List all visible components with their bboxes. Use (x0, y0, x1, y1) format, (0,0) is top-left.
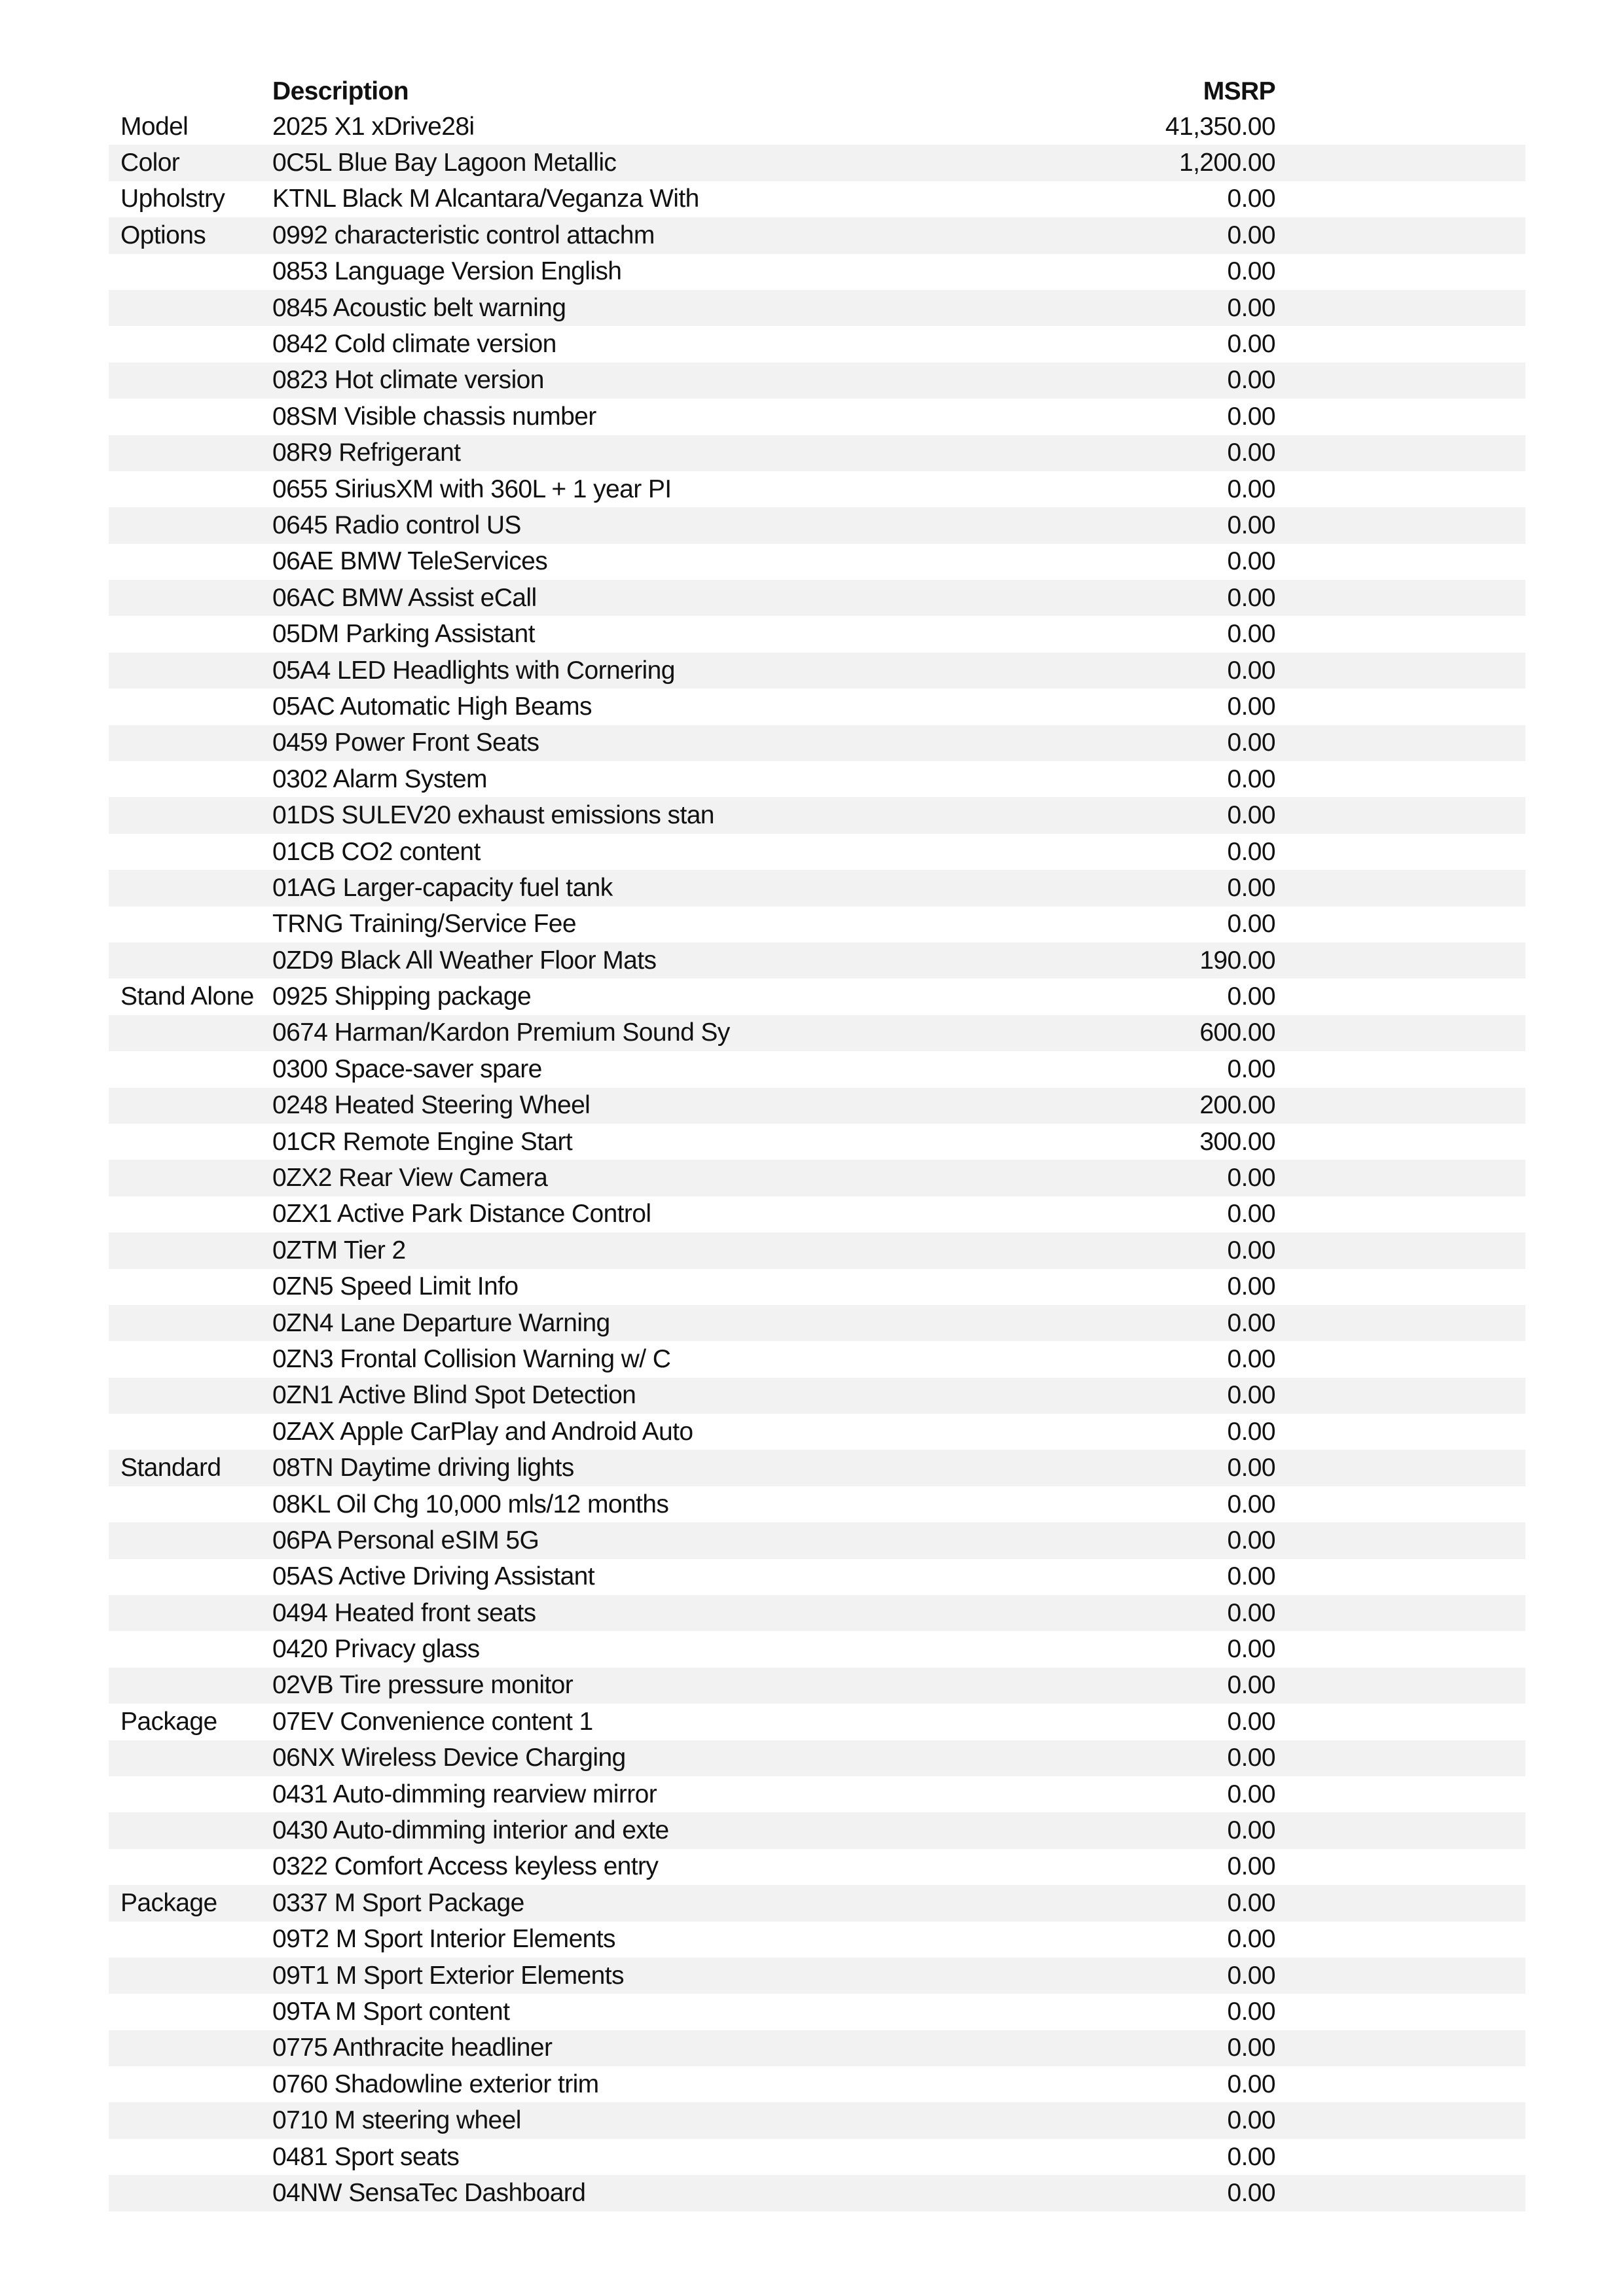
table-row (109, 1559, 1525, 1595)
table-row (109, 435, 1525, 471)
table-row (109, 290, 1525, 326)
header-msrp: MSRP (1203, 77, 1275, 105)
msrp-cell: 0.00 (1227, 185, 1275, 213)
category-cell: Package (120, 1888, 217, 1917)
msrp-cell: 0.00 (1227, 1490, 1275, 1518)
msrp-cell: 0.00 (1227, 1598, 1275, 1627)
description-cell: 09T1 M Sport Exterior Elements (272, 1961, 624, 1990)
table-row (109, 326, 1525, 362)
table-row (109, 1922, 1525, 1958)
msrp-cell: 200.00 (1199, 1091, 1275, 1120)
msrp-cell: 0.00 (1227, 1200, 1275, 1229)
description-cell: 0775 Anthracite headliner (272, 2034, 553, 2062)
table-row (109, 1958, 1525, 1994)
table-row (109, 1378, 1525, 1414)
msrp-cell: 0.00 (1227, 402, 1275, 431)
msrp-cell: 0.00 (1227, 1925, 1275, 1954)
table-row (109, 1124, 1525, 1160)
table-row (109, 2139, 1525, 2175)
description-cell: 04NW SensaTec Dashboard (272, 2178, 586, 2207)
description-cell: 06NX Wireless Device Charging (272, 1744, 626, 1772)
table-row (109, 1812, 1525, 1848)
category-cell: Package (120, 1707, 217, 1736)
description-cell: 0ZN3 Frontal Collision Warning w/ C (272, 1344, 671, 1373)
table-row (109, 1994, 1525, 2030)
description-cell: 01CR Remote Engine Start (272, 1127, 573, 1156)
msrp-cell: 0.00 (1227, 1852, 1275, 1881)
table-row (109, 689, 1525, 725)
msrp-cell: 0.00 (1227, 692, 1275, 721)
description-cell: 0ZAX Apple CarPlay and Android Auto (272, 1417, 693, 1446)
msrp-cell: 0.00 (1227, 1526, 1275, 1554)
msrp-cell: 0.00 (1227, 1417, 1275, 1446)
description-cell: 0ZN5 Speed Limit Info (272, 1272, 519, 1301)
table-row (109, 1450, 1525, 1486)
table-row (109, 2102, 1525, 2138)
description-cell: 0300 Space-saver spare (272, 1054, 542, 1083)
description-cell: 05AS Active Driving Assistant (272, 1562, 594, 1591)
msrp-cell: 0.00 (1227, 293, 1275, 322)
options-price-table (109, 75, 1525, 2212)
category-cell: Color (120, 149, 180, 177)
table-row (109, 1305, 1525, 1341)
table-row (109, 1051, 1525, 1087)
table-row (109, 616, 1525, 652)
table-body (109, 109, 1525, 2212)
description-cell: 02VB Tire pressure monitor (272, 1671, 574, 1700)
description-cell: 0430 Auto-dimming interior and exte (272, 1816, 669, 1845)
table-row (109, 761, 1525, 797)
msrp-cell: 0.00 (1227, 1780, 1275, 1808)
category-cell: Model (120, 112, 189, 141)
category-cell: Stand Alone (120, 982, 254, 1011)
description-cell: 0674 Harman/Kardon Premium Sound Sy (272, 1018, 730, 1047)
table-row (109, 942, 1525, 978)
table-row (109, 653, 1525, 689)
table-row (109, 1414, 1525, 1450)
table-row (109, 978, 1525, 1014)
description-cell: 0655 SiriusXM with 360L + 1 year PI (272, 475, 672, 503)
table-row (109, 1595, 1525, 1631)
description-cell: 01DS SULEV20 exhaust emissions stan (272, 801, 714, 830)
msrp-cell: 0.00 (1227, 221, 1275, 249)
table-row (109, 870, 1525, 906)
description-cell: 05DM Parking Assistant (272, 620, 535, 649)
msrp-cell: 0.00 (1227, 728, 1275, 757)
description-cell: TRNG Training/Service Fee (272, 910, 576, 939)
table-row (109, 399, 1525, 435)
table-row (109, 1522, 1525, 1558)
table-row (109, 1160, 1525, 1196)
description-cell: 0853 Language Version English (272, 257, 622, 286)
msrp-cell: 0.00 (1227, 1308, 1275, 1337)
table-row (109, 254, 1525, 290)
msrp-cell: 0.00 (1227, 1381, 1275, 1410)
msrp-cell: 0.00 (1227, 475, 1275, 503)
description-cell: 0ZTM Tier 2 (272, 1236, 406, 1265)
msrp-cell: 0.00 (1227, 1888, 1275, 1917)
description-cell: 0494 Heated front seats (272, 1598, 536, 1627)
description-cell: 0337 M Sport Package (272, 1888, 524, 1917)
description-cell: 08KL Oil Chg 10,000 mls/12 months (272, 1490, 669, 1518)
description-cell: 06AC BMW Assist eCall (272, 583, 537, 612)
description-cell: 08R9 Refrigerant (272, 439, 461, 467)
msrp-cell: 190.00 (1199, 946, 1275, 975)
description-cell: 01CB CO2 content (272, 837, 481, 866)
category-cell: Standard (120, 1454, 221, 1482)
description-cell: 0C5L Blue Bay Lagoon Metallic (272, 149, 617, 177)
msrp-cell: 300.00 (1199, 1127, 1275, 1156)
description-cell: 0760 Shadowline exterior trim (272, 2070, 599, 2098)
description-cell: 09T2 M Sport Interior Elements (272, 1925, 615, 1954)
table-row (109, 725, 1525, 761)
table-row (109, 1776, 1525, 1812)
table-row (109, 181, 1525, 217)
description-cell: 0459 Power Front Seats (272, 728, 539, 757)
description-cell: 09TA M Sport content (272, 1998, 510, 2026)
msrp-cell: 0.00 (1227, 2142, 1275, 2171)
table-row (109, 1486, 1525, 1522)
table-row (109, 109, 1525, 145)
msrp-cell: 0.00 (1227, 656, 1275, 685)
description-cell: 08SM Visible chassis number (272, 402, 596, 431)
category-cell: Options (120, 221, 206, 249)
msrp-cell: 1,200.00 (1178, 149, 1275, 177)
msrp-cell: 0.00 (1227, 1998, 1275, 2026)
msrp-cell: 0.00 (1227, 583, 1275, 612)
category-cell: Upholstry (120, 185, 225, 213)
description-cell: 0710 M steering wheel (272, 2106, 521, 2135)
description-cell: 0ZD9 Black All Weather Floor Mats (272, 946, 657, 975)
msrp-cell: 0.00 (1227, 2034, 1275, 2062)
msrp-cell: 0.00 (1227, 1744, 1275, 1772)
description-cell: 0842 Cold climate version (272, 330, 556, 359)
table-row (109, 1849, 1525, 1885)
table-row (109, 1740, 1525, 1776)
table-row (109, 145, 1525, 181)
table-row (109, 363, 1525, 399)
description-cell: 0431 Auto-dimming rearview mirror (272, 1780, 657, 1808)
description-cell: 08TN Daytime driving lights (272, 1454, 574, 1482)
description-cell: 0992 characteristic control attachm (272, 221, 655, 249)
table-row (109, 1631, 1525, 1667)
msrp-cell: 0.00 (1227, 982, 1275, 1011)
table-row (109, 544, 1525, 580)
description-cell: 0481 Sport seats (272, 2142, 460, 2171)
description-cell: 0ZN4 Lane Departure Warning (272, 1308, 610, 1337)
description-cell: 01AG Larger-capacity fuel tank (272, 873, 613, 902)
msrp-cell: 0.00 (1227, 764, 1275, 793)
table-header (109, 75, 1525, 109)
msrp-cell: 0.00 (1227, 1236, 1275, 1265)
msrp-cell: 0.00 (1227, 910, 1275, 939)
description-cell: 07EV Convenience content 1 (272, 1707, 593, 1736)
description-cell: 0845 Acoustic belt warning (272, 293, 566, 322)
table-row (109, 1885, 1525, 1921)
description-cell: 0420 Privacy glass (272, 1635, 480, 1664)
table-row (109, 1015, 1525, 1051)
msrp-cell: 41,350.00 (1165, 112, 1275, 141)
description-cell: 06PA Personal eSIM 5G (272, 1526, 539, 1554)
msrp-cell: 0.00 (1227, 366, 1275, 395)
description-cell: 2025 X1 xDrive28i (272, 112, 475, 141)
msrp-cell: 0.00 (1227, 1707, 1275, 1736)
description-cell: 05A4 LED Headlights with Cornering (272, 656, 675, 685)
table-row (109, 507, 1525, 543)
msrp-cell: 0.00 (1227, 2106, 1275, 2135)
msrp-cell: 0.00 (1227, 2070, 1275, 2098)
table-row (109, 2175, 1525, 2211)
description-cell: KTNL Black M Alcantara/Veganza With (272, 185, 699, 213)
table-row (109, 2066, 1525, 2102)
description-cell: 0302 Alarm System (272, 764, 487, 793)
description-cell: 0925 Shipping package (272, 982, 532, 1011)
msrp-cell: 0.00 (1227, 1961, 1275, 1990)
description-cell: 06AE BMW TeleServices (272, 547, 548, 576)
msrp-cell: 0.00 (1227, 547, 1275, 576)
msrp-cell: 0.00 (1227, 1816, 1275, 1845)
table-row (109, 1232, 1525, 1268)
table-row (109, 1196, 1525, 1232)
msrp-cell: 0.00 (1227, 1671, 1275, 1700)
description-cell: 05AC Automatic High Beams (272, 692, 592, 721)
msrp-cell: 0.00 (1227, 511, 1275, 539)
msrp-cell: 0.00 (1227, 1054, 1275, 1083)
table-row (109, 580, 1525, 616)
msrp-cell: 0.00 (1227, 837, 1275, 866)
description-cell: 0322 Comfort Access keyless entry (272, 1852, 659, 1881)
msrp-cell: 0.00 (1227, 1562, 1275, 1591)
table-row (109, 471, 1525, 507)
table-row (109, 797, 1525, 833)
table-row (109, 1668, 1525, 1704)
msrp-cell: 0.00 (1227, 873, 1275, 902)
msrp-cell: 0.00 (1227, 1344, 1275, 1373)
msrp-cell: 0.00 (1227, 801, 1275, 830)
msrp-cell: 0.00 (1227, 1635, 1275, 1664)
description-cell: 0248 Heated Steering Wheel (272, 1091, 591, 1120)
msrp-cell: 0.00 (1227, 257, 1275, 286)
table-row (109, 906, 1525, 942)
msrp-cell: 0.00 (1227, 1454, 1275, 1482)
table-row (109, 834, 1525, 870)
table-row (109, 217, 1525, 253)
header-description: Description (272, 77, 409, 105)
msrp-cell: 0.00 (1227, 1272, 1275, 1301)
msrp-cell: 0.00 (1227, 1164, 1275, 1193)
msrp-cell: 0.00 (1227, 439, 1275, 467)
table-row (109, 1088, 1525, 1124)
msrp-cell: 0.00 (1227, 2178, 1275, 2207)
msrp-cell: 0.00 (1227, 330, 1275, 359)
description-cell: 0645 Radio control US (272, 511, 521, 539)
msrp-cell: 600.00 (1199, 1018, 1275, 1047)
table-row (109, 2030, 1525, 2066)
table-row (109, 1269, 1525, 1305)
description-cell: 0ZX2 Rear View Camera (272, 1164, 548, 1193)
table-row (109, 1704, 1525, 1740)
description-cell: 0ZN1 Active Blind Spot Detection (272, 1381, 636, 1410)
description-cell: 0ZX1 Active Park Distance Control (272, 1200, 651, 1229)
table-row (109, 1341, 1525, 1377)
msrp-cell: 0.00 (1227, 620, 1275, 649)
description-cell: 0823 Hot climate version (272, 366, 544, 395)
